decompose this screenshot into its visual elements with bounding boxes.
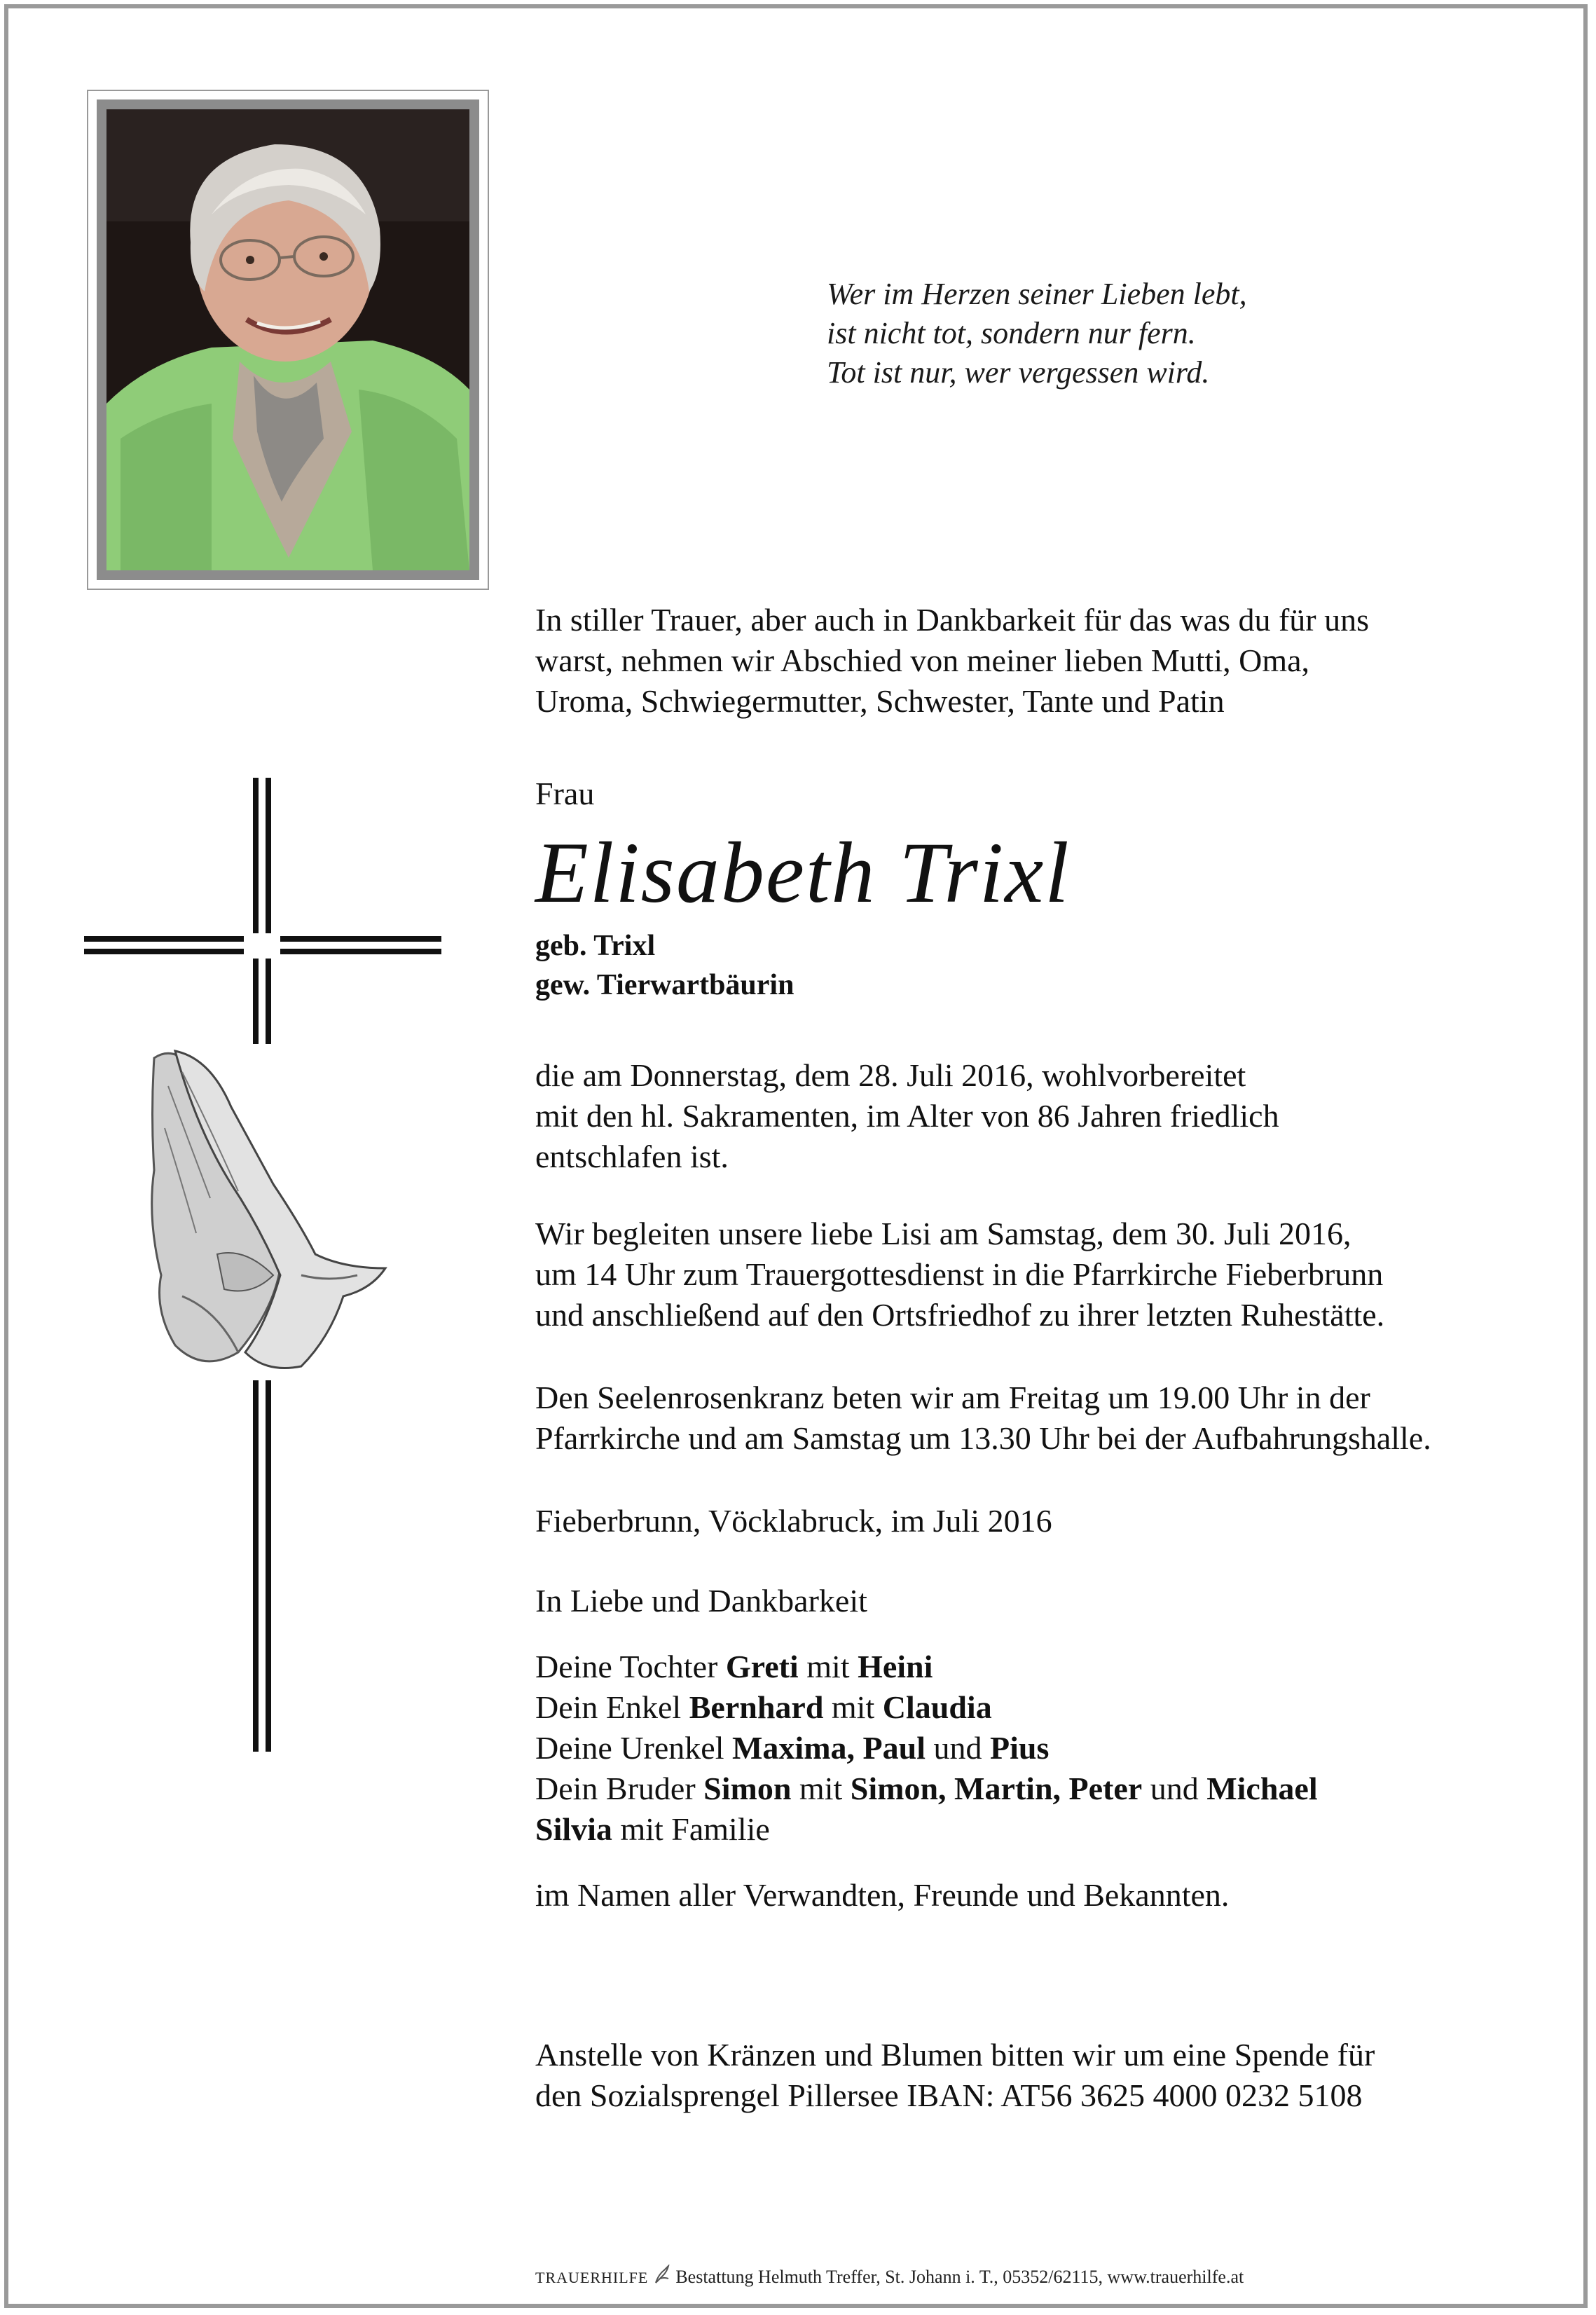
intro-line: In stiller Trauer, aber auch in Dankbarkeit für das was du für uns — [535, 602, 1370, 638]
place-date: Fieberbrunn, Vöcklabruck, im Juli 2016 — [535, 1503, 1052, 1539]
death-line: entschlafen ist. — [535, 1139, 729, 1174]
footer-text: Bestattung Helmuth Treffer, St. Johann i. T., 05352/62115, www.trauerhilfe.at — [675, 2267, 1244, 2287]
death-line: die am Donnerstag, dem 28. Juli 2016, wohlvorbereitet — [535, 1057, 1246, 1093]
quote-line: Tot ist nur, wer vergessen wird. — [827, 355, 1210, 390]
donation-paragraph — [535, 2035, 1375, 2116]
memorial-quote — [827, 275, 1247, 392]
salutation: Frau — [535, 776, 595, 811]
family-silvia: Silvia mit Familie — [535, 1811, 770, 1847]
quote-line: Wer im Herzen seiner Lieben lebt, — [827, 277, 1247, 311]
funeral-paragraph — [535, 1214, 1384, 1335]
praying-hands-icon — [133, 1044, 399, 1380]
footer — [535, 2265, 1244, 2288]
birth-name: geb. Trixl — [535, 930, 656, 962]
donation-line: Anstelle von Kränzen und Blumen bitten wir um eine Spende für — [535, 2037, 1375, 2073]
deceased-name: Elisabeth Trixl — [535, 825, 1071, 921]
rosary-line: Den Seelenrosenkranz beten wir am Freitag um 19.00 Uhr in der — [535, 1380, 1370, 1415]
intro-line: warst, nehmen wir Abschied von meiner lieben Mutti, Oma, — [535, 643, 1310, 678]
on-behalf-line: im Namen aller Verwandten, Freunde und Bekannten. — [535, 1877, 1230, 1913]
family-grandson: Dein Enkel Bernhard mit Claudia — [535, 1689, 992, 1725]
family-great-grandchildren: Deine Urenkel Maxima, Paul und Pius — [535, 1730, 1050, 1766]
death-paragraph — [535, 1055, 1279, 1177]
funeral-line: Wir begleiten unsere liebe Lisi am Samstag, dem 30. Juli 2016, — [535, 1216, 1351, 1251]
donation-line: den Sozialsprengel Pillersee IBAN: AT56 3625 4000 0232 5108 — [535, 2077, 1363, 2113]
portrait-frame — [87, 90, 489, 590]
death-line: mit den hl. Sakramenten, im Alter von 86 Jahren friedlich — [535, 1098, 1279, 1134]
portrait-mat — [97, 99, 479, 580]
family-list — [535, 1647, 1318, 1850]
funeral-line: um 14 Uhr zum Trauergottesdienst in die Pfarrkirche Fieberbrunn — [535, 1256, 1384, 1292]
rosary-line: Pfarrkirche und am Samstag um 13.30 Uhr bei der Aufbahrungshalle. — [535, 1420, 1431, 1456]
former-occupation: gew. Tierwartbäurin — [535, 969, 794, 1001]
quote-line: ist nicht tot, sondern nur fern. — [827, 316, 1196, 350]
intro-line: Uroma, Schwiegermutter, Schwester, Tante und Patin — [535, 683, 1225, 719]
closing-phrase: In Liebe und Dankbarkeit — [535, 1583, 867, 1619]
rosary-paragraph — [535, 1378, 1431, 1459]
footer-brand: TRAUERHILFE — [535, 2269, 649, 2286]
dove-icon — [653, 2265, 671, 2286]
family-daughter: Deine Tochter Greti mit Heini — [535, 1649, 933, 1684]
portrait-photo — [106, 109, 469, 570]
deceased-details — [535, 926, 794, 1005]
funeral-line: und anschließend auf den Ortsfriedhof zu ihrer letzten Ruhestätte. — [535, 1297, 1385, 1333]
intro-paragraph — [535, 600, 1369, 722]
family-brother: Dein Bruder Simon mit Simon, Martin, Peter und Michael — [535, 1771, 1318, 1806]
